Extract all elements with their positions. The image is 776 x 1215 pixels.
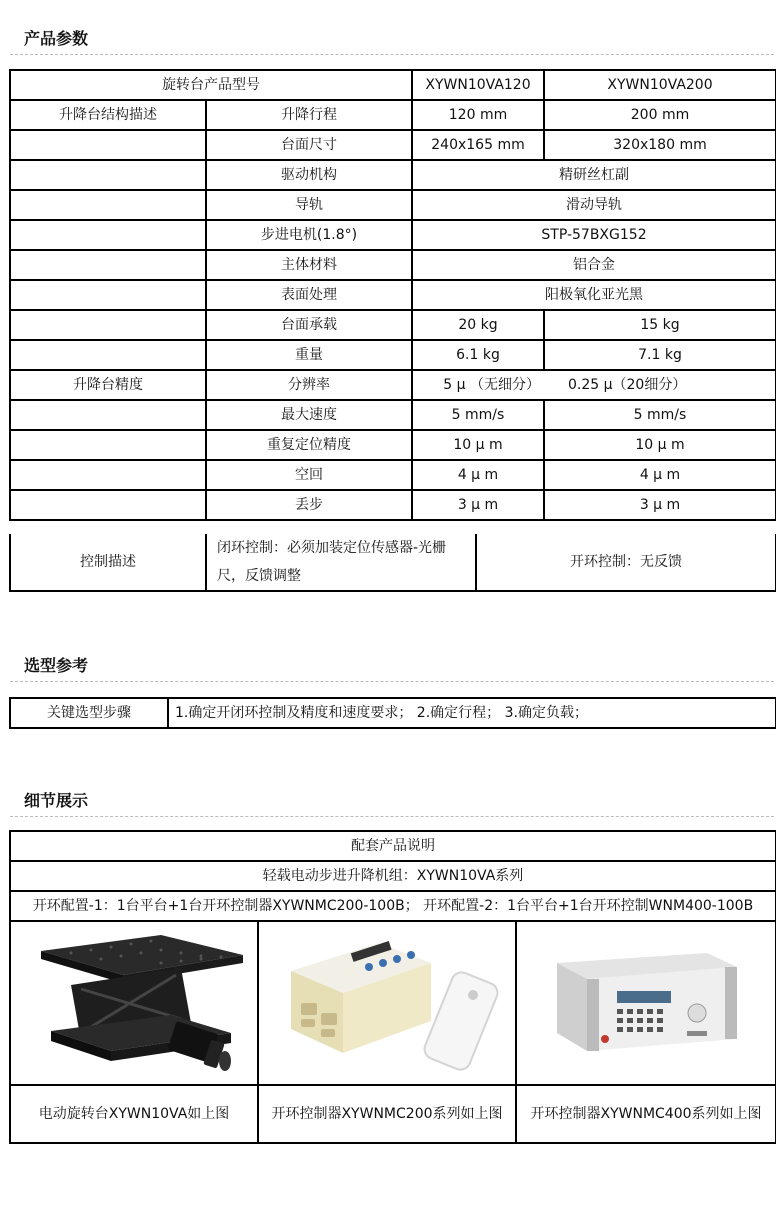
lift-stage-image: [10, 921, 258, 1085]
param-value-b: 7.1 kg: [544, 340, 776, 370]
table-row: [10, 310, 776, 340]
params-section-title: 产品参数: [24, 29, 89, 48]
caption-lift-stage: 电动旋转台XYWN10VA如上图: [10, 1085, 258, 1143]
table-row: [10, 861, 776, 891]
empty-cell: [10, 220, 206, 250]
params-table: [9, 69, 776, 521]
param-value-shared: STP-57BXG152: [412, 220, 776, 250]
caption-controller-400: 开环控制器XYWNMC400系列如上图: [516, 1085, 776, 1143]
param-value-b: 10 μ m: [544, 430, 776, 460]
table-row: [10, 340, 776, 370]
details-series: 轻载电动步进升降机组：XYWN10VA系列: [10, 861, 776, 891]
table-row: [10, 430, 776, 460]
param-value-a: 3 μ m: [412, 490, 544, 520]
param-name: 台面承载: [206, 310, 412, 340]
empty-cell: [10, 400, 206, 430]
param-name: 重量: [206, 340, 412, 370]
param-value-a: 5 μ （无细分）: [412, 370, 544, 400]
table-row: [10, 280, 776, 310]
empty-cell: [10, 430, 206, 460]
empty-cell: [10, 160, 206, 190]
param-name: 台面尺寸: [206, 130, 412, 160]
controller-200-illustration: [259, 923, 513, 1083]
selection-divider: [10, 681, 774, 682]
param-value-a: 10 μ m: [412, 430, 544, 460]
param-value-b: 5 mm/s: [544, 400, 776, 430]
param-value-b: 200 mm: [544, 100, 776, 130]
param-value-b: 0.25 μ（20细分）: [544, 370, 776, 400]
table-row: [10, 831, 776, 861]
closed-loop-text: 闭环控制：必须加装定位传感器-光栅尺，反馈调整: [206, 534, 476, 591]
open-loop-text: 开环控制：无反馈: [476, 534, 776, 591]
empty-cell: [10, 310, 206, 340]
param-value-shared: 滑动导轨: [412, 190, 776, 220]
param-value-shared: 铝合金: [412, 250, 776, 280]
group-precision-label: 升降台精度: [10, 370, 206, 400]
empty-cell: [10, 190, 206, 220]
details-config: 开环配置-1：1台平台+1台开环控制器XYWNMC200-100B； 开环配置-2：1台平台+1台开环控制WNM400-100B: [10, 891, 776, 921]
table-row: [10, 921, 776, 1085]
model-a-header: XYWN10VA120: [412, 70, 544, 100]
details-table: [9, 830, 776, 1144]
param-value-shared: 阳极氧化亚光黑: [412, 280, 776, 310]
params-divider: [10, 54, 774, 55]
selection-section-title: 选型参考: [24, 656, 89, 675]
selection-label: 关键选型步骤: [10, 698, 168, 728]
table-row: [10, 190, 776, 220]
details-section-title: 细节展示: [24, 791, 89, 810]
model-b-header: XYWN10VA200: [544, 70, 776, 100]
param-value-a: 20 kg: [412, 310, 544, 340]
param-name: 导轨: [206, 190, 412, 220]
group-structure-label: 升降台结构描述: [10, 100, 206, 130]
table-row: [10, 100, 776, 130]
empty-cell: [10, 460, 206, 490]
table-row: [10, 460, 776, 490]
empty-cell: [10, 340, 206, 370]
param-value-a: 6.1 kg: [412, 340, 544, 370]
param-name: 表面处理: [206, 280, 412, 310]
param-value-shared: 精研丝杠副: [412, 160, 776, 190]
table-row: [10, 490, 776, 520]
table-row: [10, 1085, 776, 1143]
table-row: [10, 400, 776, 430]
empty-cell: [10, 250, 206, 280]
param-name: 空回: [206, 460, 412, 490]
param-value-a: 240x165 mm: [412, 130, 544, 160]
group-control-label: 控制描述: [10, 534, 206, 591]
details-heading: 配套产品说明: [10, 831, 776, 861]
table-row: [10, 70, 776, 100]
details-divider: [10, 816, 774, 817]
lift-stage-illustration: [11, 923, 255, 1083]
controller-400-image: [516, 921, 776, 1085]
param-name: 升降行程: [206, 100, 412, 130]
param-name: 丢步: [206, 490, 412, 520]
empty-cell: [10, 280, 206, 310]
table-row: [10, 220, 776, 250]
table-row: [10, 160, 776, 190]
table-row: [10, 130, 776, 160]
controller-400-illustration: [517, 923, 773, 1083]
param-value-b: 4 μ m: [544, 460, 776, 490]
table-row: [10, 370, 776, 400]
param-value-a: 5 mm/s: [412, 400, 544, 430]
selection-steps: 1.确定开闭环控制及精度和速度要求； 2.确定行程； 3.确定负载；: [168, 698, 776, 728]
param-value-b: 3 μ m: [544, 490, 776, 520]
param-name: 步进电机(1.8°): [206, 220, 412, 250]
caption-controller-200: 开环控制器XYWNMC200系列如上图: [258, 1085, 516, 1143]
empty-cell: [10, 130, 206, 160]
param-value-a: 120 mm: [412, 100, 544, 130]
model-header-label: 旋转台产品型号: [10, 70, 412, 100]
table-row: [10, 250, 776, 280]
param-value-a: 4 μ m: [412, 460, 544, 490]
param-name: 重复定位精度: [206, 430, 412, 460]
param-name: 最大速度: [206, 400, 412, 430]
control-table: [9, 534, 776, 592]
param-value-b: 320x180 mm: [544, 130, 776, 160]
controller-200-image: [258, 921, 516, 1085]
table-row: [10, 698, 776, 728]
selection-table: [9, 697, 776, 729]
param-name: 主体材料: [206, 250, 412, 280]
param-name: 驱动机构: [206, 160, 412, 190]
param-value-b: 15 kg: [544, 310, 776, 340]
empty-cell: [10, 490, 206, 520]
table-row: [10, 534, 776, 591]
table-row: [10, 891, 776, 921]
param-name: 分辨率: [206, 370, 412, 400]
